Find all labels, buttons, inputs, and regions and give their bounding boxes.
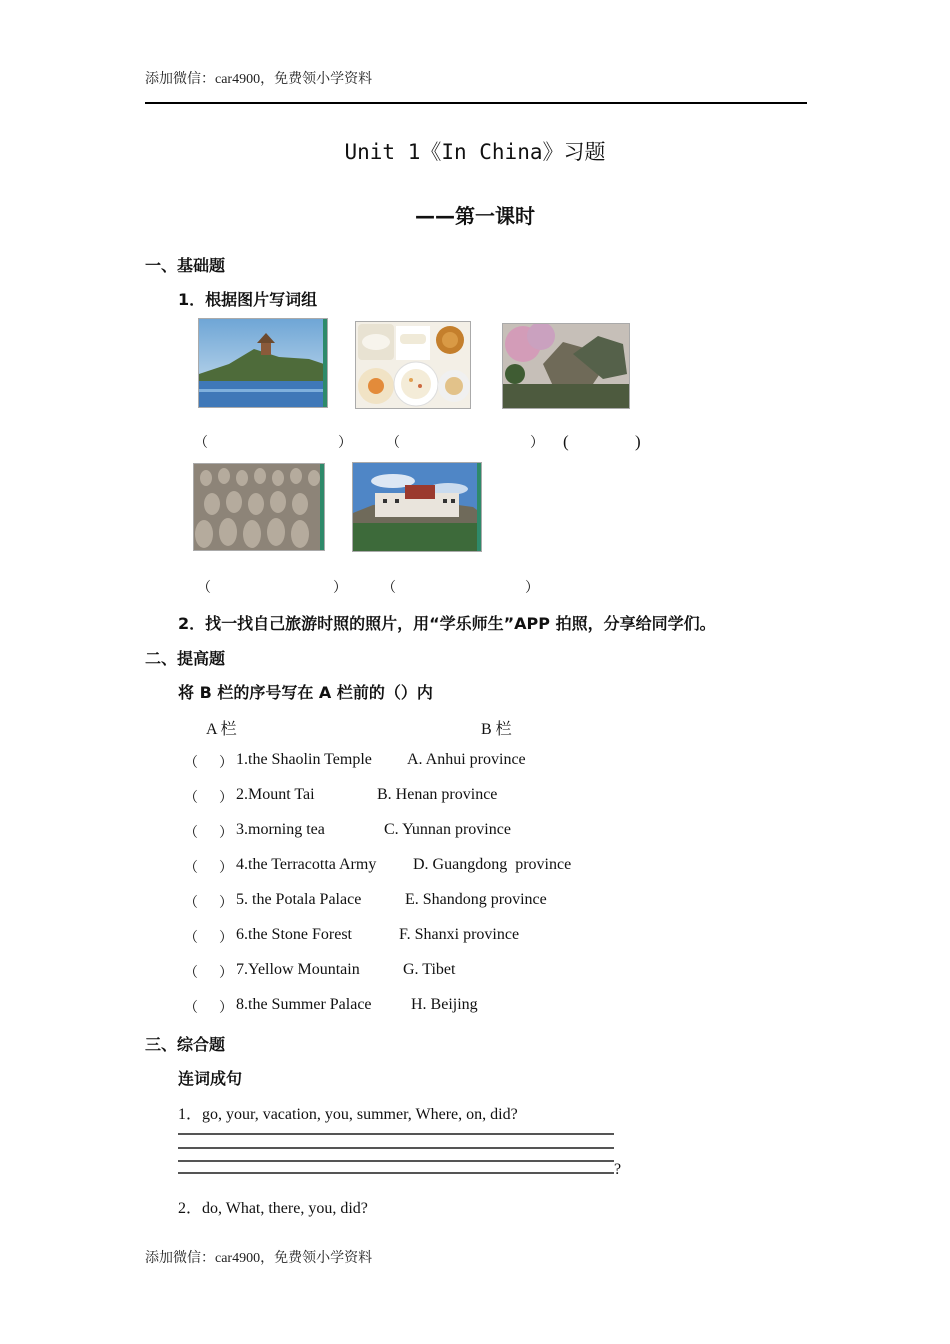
- section3-q1: 1．go, your, vacation, you, summer, Where, on, did?: [178, 1106, 518, 1123]
- match-1-open: （: [184, 756, 198, 771]
- blank-1-open: （: [194, 436, 208, 451]
- blank-3-open: (: [563, 432, 569, 451]
- blank-5-open: （: [382, 581, 396, 596]
- match-item-a-3: 3.morning tea: [236, 821, 325, 838]
- section1-q1: 1．根据图片写词组: [178, 290, 318, 309]
- blank-1-close: ）: [338, 436, 352, 451]
- match-4-open: （: [184, 861, 198, 876]
- section3-sub: 连词成句: [178, 1069, 243, 1088]
- blank-4-open: （: [197, 581, 211, 596]
- blank-5-close: ）: [525, 581, 539, 596]
- section1-heading: 一、基础题: [145, 256, 226, 275]
- answer-line-4[interactable]: [178, 1172, 614, 1174]
- match-6-close: ）: [219, 931, 233, 946]
- page-title: Unit 1《In China》习题: [344, 140, 606, 164]
- answer-line-1[interactable]: [178, 1133, 614, 1135]
- match-blank-4[interactable]: [196, 857, 218, 875]
- match-item-a-2: 2.Mount Tai: [236, 786, 315, 803]
- match-3-close: ）: [219, 826, 233, 841]
- page-subtitle: ——第一课时: [415, 204, 535, 228]
- match-item-b-3: C. Yunnan province: [384, 821, 511, 838]
- match-7-open: （: [184, 966, 198, 981]
- answer-blank-2[interactable]: [398, 434, 526, 452]
- match-item-a-8: 8.the Summer Palace: [236, 996, 372, 1013]
- column-b-header: B 栏: [481, 721, 512, 738]
- match-item-b-8: H. Beijing: [411, 996, 478, 1013]
- answer-blank-3[interactable]: [574, 434, 630, 452]
- section3-q2: 2．do, What, there, you, did?: [178, 1200, 368, 1217]
- match-blank-7[interactable]: [196, 962, 218, 980]
- match-2-open: （: [184, 791, 198, 806]
- blank-2-close: ）: [530, 436, 544, 451]
- section3-heading: 三、综合题: [145, 1035, 226, 1054]
- match-item-a-1: 1.the Shaolin Temple: [236, 751, 372, 768]
- match-item-b-7: G. Tibet: [403, 961, 456, 978]
- answer-blank-5[interactable]: [394, 579, 522, 597]
- q1-end-mark: ?: [614, 1161, 622, 1178]
- match-item-a-6: 6.the Stone Forest: [236, 926, 352, 943]
- match-8-open: （: [184, 1001, 198, 1016]
- answer-blank-1[interactable]: [206, 434, 334, 452]
- match-6-open: （: [184, 931, 198, 946]
- answer-blank-4[interactable]: [210, 579, 330, 597]
- summer-palace-photo: [198, 318, 328, 408]
- match-blank-5[interactable]: [196, 892, 218, 910]
- match-item-b-5: E. Shandong province: [405, 891, 547, 908]
- match-7-close: ）: [219, 966, 233, 981]
- match-5-open: （: [184, 896, 198, 911]
- terracotta-army-photo: [193, 463, 325, 551]
- answer-line-3[interactable]: [178, 1160, 614, 1162]
- header-rule: [145, 102, 807, 104]
- answer-line-2[interactable]: [178, 1147, 614, 1149]
- match-item-a-7: 7.Yellow Mountain: [236, 961, 360, 978]
- section1-q2: 2．找一找自己旅游时照的照片，用“学乐师生”APP 拍照，分享给同学们。: [178, 614, 716, 633]
- match-blank-1[interactable]: [196, 752, 218, 770]
- stone-garden-photo: [502, 323, 630, 409]
- blank-4-close: ）: [333, 581, 347, 596]
- match-item-b-1: A. Anhui province: [407, 751, 526, 768]
- blank-2-open: （: [386, 436, 400, 451]
- page-footer: 添加微信：car4900，免费领小学资料: [145, 1251, 373, 1266]
- match-blank-2[interactable]: [196, 787, 218, 805]
- section2-instruction: 将 B 栏的序号写在 A 栏前的（）内: [178, 683, 433, 702]
- column-a-header: A 栏: [206, 721, 237, 738]
- match-item-b-4: D. Guangdong province: [413, 856, 572, 873]
- match-item-a-5: 5. the Potala Palace: [236, 891, 362, 908]
- blank-3-close: ): [635, 432, 641, 451]
- match-8-close: ）: [219, 1001, 233, 1016]
- match-item-b-2: B. Henan province: [377, 786, 498, 803]
- match-1-close: ）: [219, 756, 233, 771]
- page-header: 添加微信：car4900，免费领小学资料: [145, 72, 373, 87]
- section2-heading: 二、提高题: [145, 649, 226, 668]
- match-item-a-4: 4.the Terracotta Army: [236, 856, 377, 873]
- match-blank-3[interactable]: [196, 822, 218, 840]
- match-5-close: ）: [219, 896, 233, 911]
- match-4-close: ）: [219, 861, 233, 876]
- match-2-close: ）: [219, 791, 233, 806]
- match-blank-6[interactable]: [196, 927, 218, 945]
- match-item-b-6: F. Shanxi province: [399, 926, 520, 943]
- match-3-open: （: [184, 826, 198, 841]
- morning-tea-photo: [355, 321, 471, 409]
- match-blank-8[interactable]: [196, 997, 218, 1015]
- potala-palace-photo: [352, 462, 482, 552]
